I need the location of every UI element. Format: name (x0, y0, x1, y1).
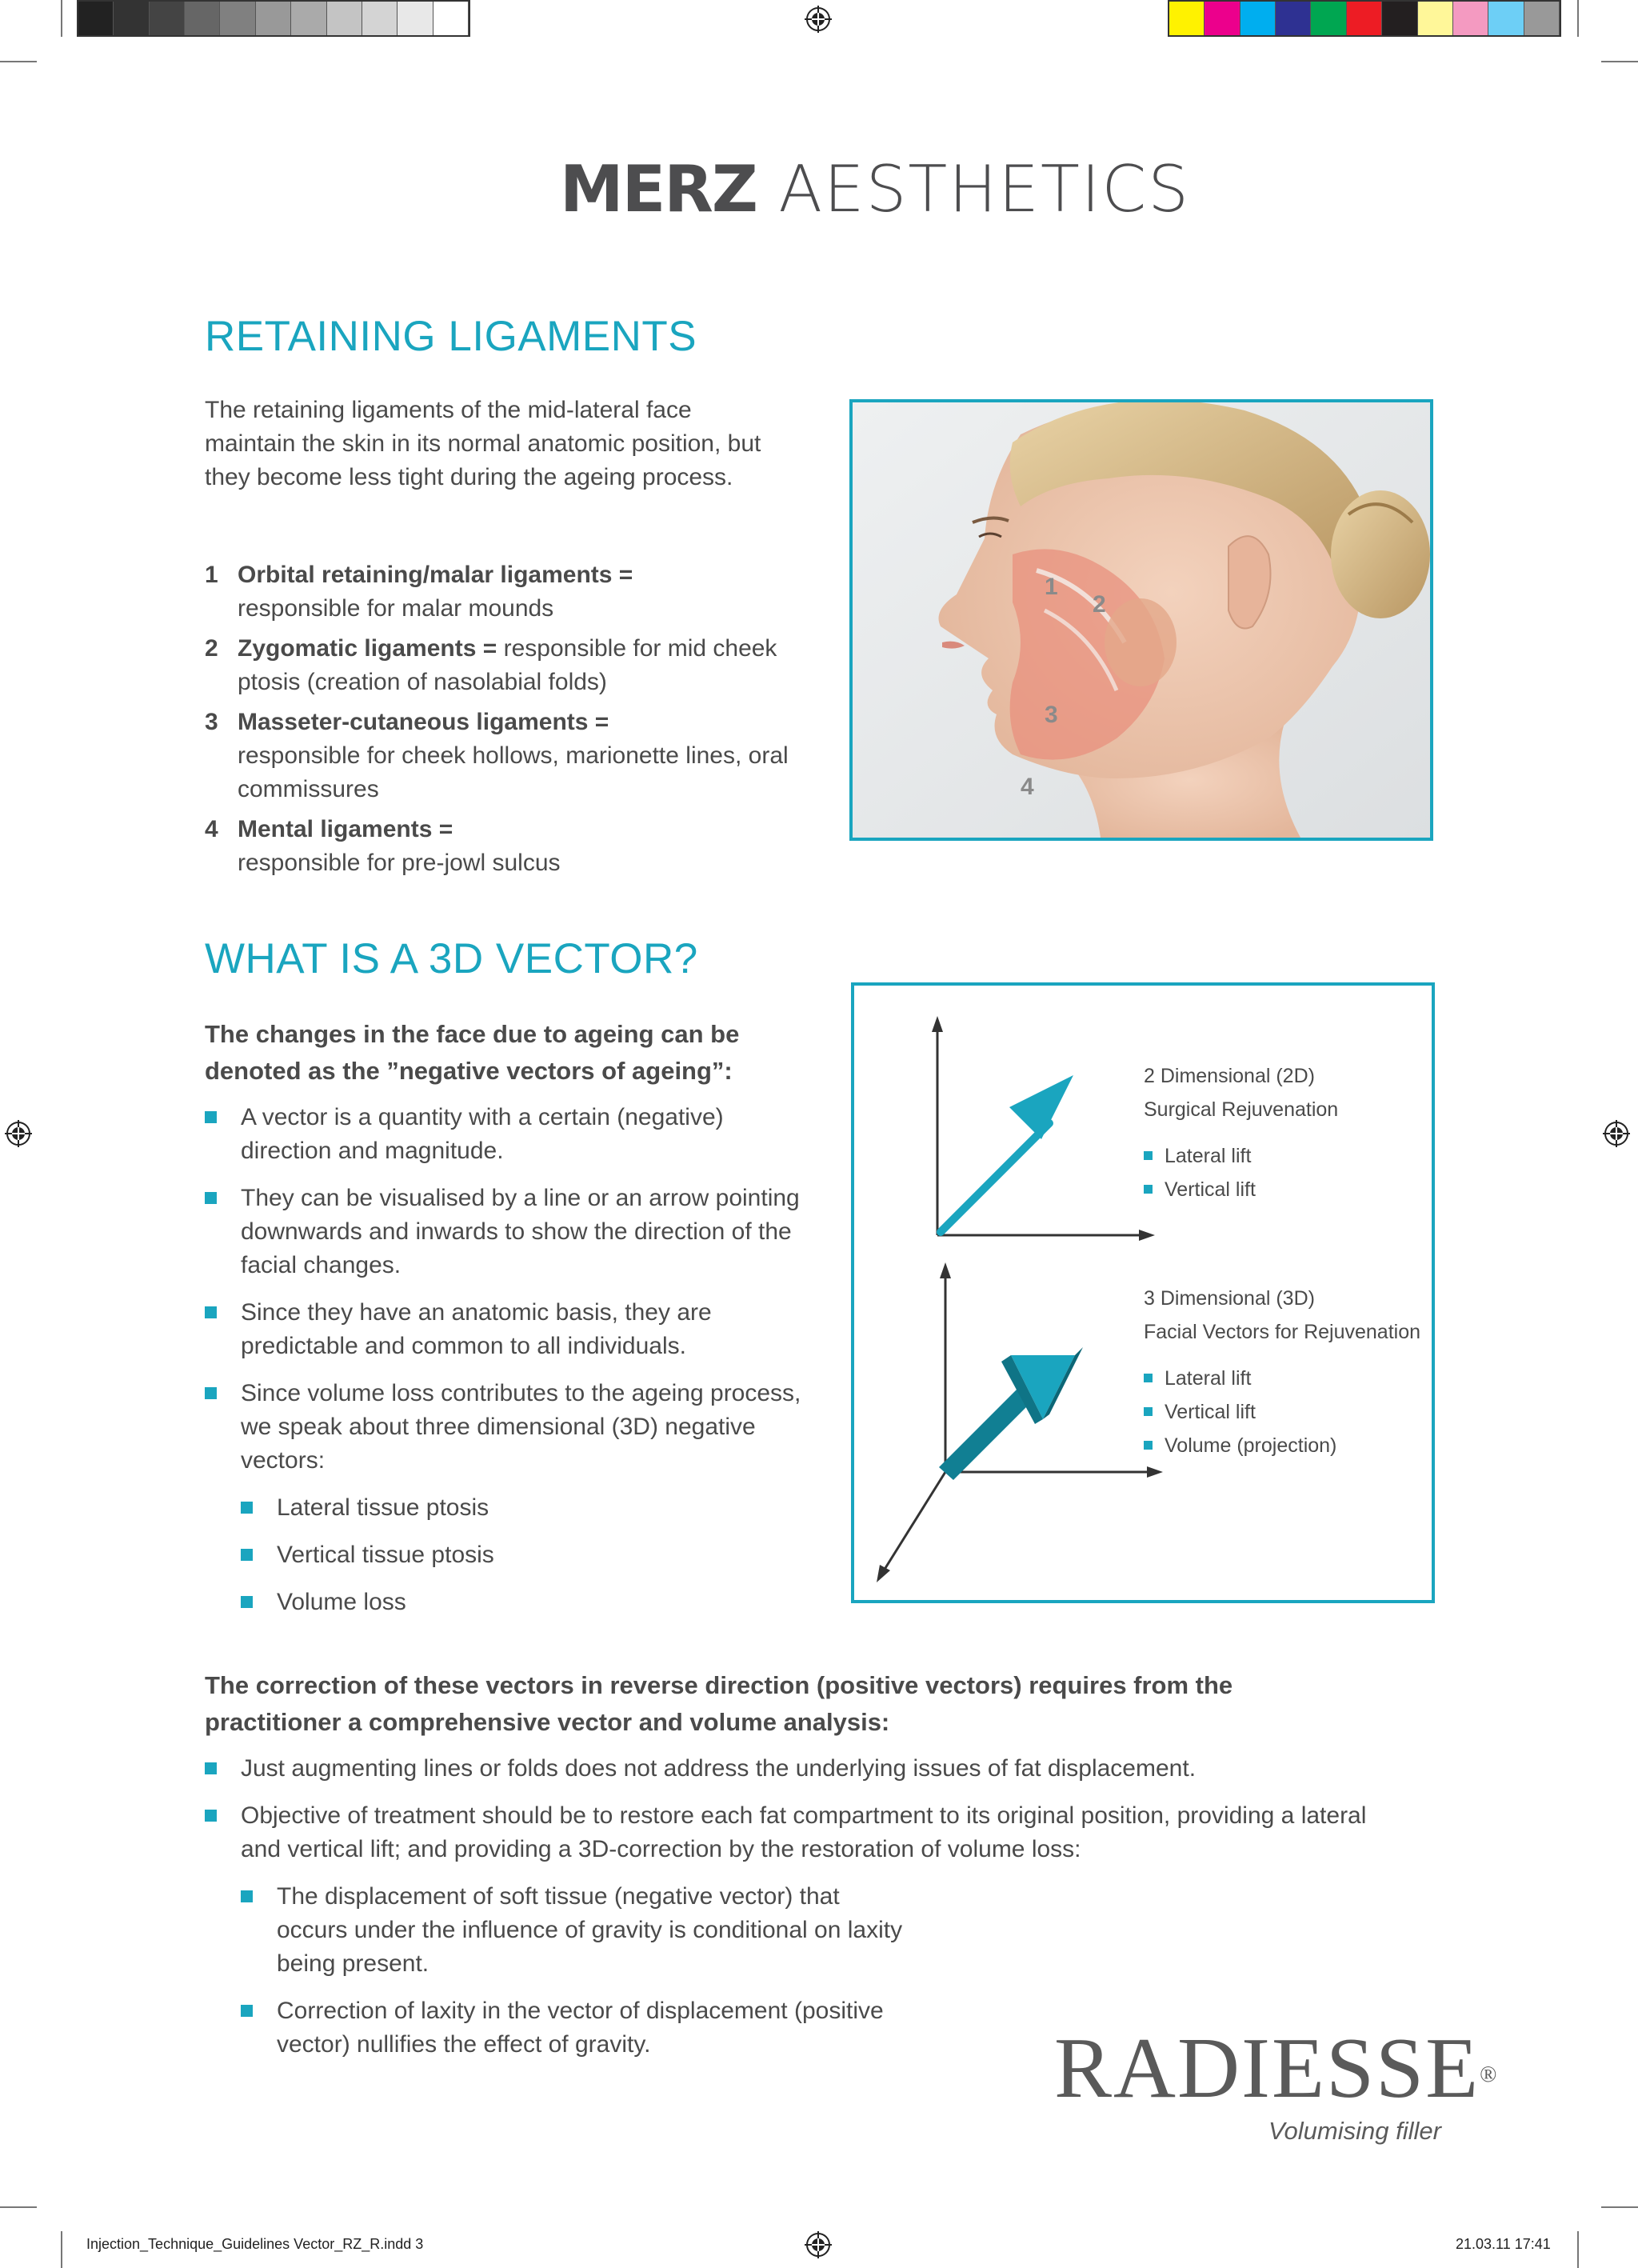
list-item: Since they have an anatomic basis, they are predictable and common to all individuals. (205, 1296, 813, 1363)
bullet-square-icon (241, 2005, 253, 2017)
crop-mark (0, 2206, 37, 2208)
color-swatch (220, 2, 255, 35)
list-item: Vertical lift (1144, 1395, 1420, 1429)
crop-mark (61, 2231, 62, 2268)
bullet-square-icon (205, 1387, 217, 1399)
radiesse-logo (1054, 2021, 1499, 2145)
color-swatch (1240, 2, 1276, 35)
list-item: 1 Orbital retaining/malar ligaments = responsible for malar mounds (205, 562, 633, 622)
vector-diagram-frame (851, 982, 1435, 1603)
diagram-3d-text (1144, 1282, 1420, 1462)
bullet-square-icon (241, 1596, 253, 1608)
retaining-ligaments-intro: The retaining ligaments of the mid-lateral face maintain the skin in its normal anatomic position, but they become less tight during the ageing process. (205, 397, 761, 490)
diagram-2d-title: 2 Dimensional (2D) (1144, 1065, 1315, 1087)
list-item: Lateral lift (1144, 1362, 1420, 1395)
list-item: Correction of laxity in the vector of displacement (positive vector) nullifies the effect of gravity. (241, 1994, 905, 2062)
bullet-square-icon (1144, 1151, 1153, 1160)
crop-mark (1601, 2206, 1638, 2208)
color-swatch (1276, 2, 1311, 35)
list-item: 2 Zygomatic ligaments = responsible for mid cheek ptosis (creation of nasolabial folds) (205, 635, 777, 695)
ligament-list (205, 558, 805, 886)
color-swatch (327, 2, 362, 35)
color-swatch (1488, 2, 1524, 35)
crop-mark (61, 0, 62, 37)
bullet-square-icon (241, 1502, 253, 1514)
color-swatch (1311, 2, 1346, 35)
diagram-3d-subtitle: Facial Vectors for Rejuvenation (1144, 1321, 1421, 1343)
face-anatomy-image-frame (849, 399, 1433, 841)
color-swatch (185, 2, 220, 35)
merz-aesthetics-logo (560, 152, 1190, 226)
diagram-3d-title: 3 Dimensional (3D) (1144, 1287, 1315, 1310)
image-label-2: 2 (1093, 591, 1106, 618)
slug-date: 21.03.11 17:41 (1456, 2236, 1551, 2252)
list-item: Vertical tissue ptosis (241, 1538, 813, 1572)
radiesse-wordmark: RADIESSE (1054, 2021, 1480, 2116)
bullet-square-icon (205, 1306, 217, 1318)
diagram-2d-text (1144, 1059, 1338, 1206)
list-item: Volume (projection) (1144, 1429, 1420, 1462)
bullet-square-icon (205, 1192, 217, 1204)
color-swatch (1382, 2, 1417, 35)
color-swatch (1347, 2, 1382, 35)
registration-mark-icon (1603, 1120, 1630, 1147)
section-title-3d-vector: WHAT IS A 3D VECTOR? (205, 935, 698, 982)
ligament-term: Mental ligaments = (238, 816, 453, 842)
color-swatch (398, 2, 433, 35)
diagram-2d-subtitle: Surgical Rejuvenation (1144, 1098, 1339, 1121)
gray-color-bar (77, 0, 470, 37)
list-item: The displacement of soft tissue (negative vector) that occurs under the influence of gravity is conditional on laxity being present. (241, 1880, 905, 1981)
bullet-square-icon (1144, 1185, 1153, 1194)
crop-mark (0, 61, 37, 62)
process-color-bar (1168, 0, 1561, 37)
list-item: Lateral tissue ptosis (241, 1491, 813, 1525)
list-item: Volume loss (241, 1586, 813, 1619)
color-swatch (1169, 2, 1205, 35)
image-label-1: 1 (1045, 574, 1058, 600)
slug-file-name: Injection_Technique_Guidelines Vector_RZ_R.indd 3 (86, 2236, 424, 2252)
color-swatch (1453, 2, 1488, 35)
color-swatch (150, 2, 185, 35)
color-swatch (1205, 2, 1240, 35)
ligament-desc: responsible for cheek hollows, marionette lines, oral commissures (238, 742, 789, 802)
bullet-square-icon (1144, 1441, 1153, 1450)
radiesse-tagline: Volumising filler (1268, 2117, 1441, 2145)
registration-mark-icon (5, 1120, 32, 1147)
list-item: 3 Masseter-cutaneous ligaments = responsible for cheek hollows, marionette lines, oral commissures (205, 709, 789, 802)
ligament-term: Masseter-cutaneous ligaments = (238, 709, 609, 735)
list-item: They can be visualised by a line or an arrow pointing downwards and inwards to show the direction of the facial changes. (205, 1182, 813, 1282)
list-item: Objective of treatment should be to restore each fat compartment to its original position, providing a lateral and vertical lift; and providing a 3D-correction by the restoration of volume loss: (205, 1799, 1452, 1866)
image-label-3: 3 (1045, 702, 1058, 728)
negative-vectors-lead: The changes in the face due to ageing can be denoted as the ”negative vectors of ageing”: (205, 1020, 740, 1085)
color-swatch (433, 2, 469, 35)
color-swatch (291, 2, 326, 35)
list-item: A vector is a quantity with a certain (negative) direction and magnitude. (205, 1101, 813, 1168)
list-item: Lateral lift (1144, 1139, 1338, 1173)
list-item: 4 Mental ligaments = responsible for pre-jowl sulcus (205, 816, 561, 876)
color-swatch (114, 2, 149, 35)
color-swatch (1418, 2, 1453, 35)
ligament-term: Orbital retaining/malar ligaments = (238, 562, 633, 588)
bullet-square-icon (205, 1111, 217, 1123)
crop-mark (1601, 61, 1638, 62)
ligament-desc: responsible for malar mounds (238, 595, 554, 622)
crop-mark (1577, 2231, 1579, 2268)
logo-aesthetics-word: AESTHETICS (778, 152, 1191, 226)
color-swatch (78, 2, 114, 35)
registered-mark: ® (1480, 2062, 1499, 2087)
list-item: Vertical lift (1144, 1173, 1338, 1206)
bullet-square-icon (241, 1890, 253, 1902)
ligament-term: Zygomatic ligaments = (238, 635, 497, 662)
list-item: Just augmenting lines or folds does not address the underlying issues of fat displacement. (205, 1752, 1452, 1786)
bullet-square-icon (241, 1549, 253, 1561)
registration-mark-icon (805, 6, 832, 33)
bullet-square-icon (205, 1762, 217, 1774)
list-item: Since volume loss contributes to the ageing process, we speak about three dimensional (3D) negative vectors: (205, 1377, 813, 1478)
crop-mark (1577, 0, 1579, 37)
color-swatch (256, 2, 291, 35)
section-title-retaining-ligaments: RETAINING LIGAMENTS (205, 313, 697, 360)
ligament-desc: responsible for pre-jowl sulcus (238, 850, 561, 876)
bullet-square-icon (205, 1810, 217, 1822)
color-swatch (1524, 2, 1560, 35)
registration-mark-icon (805, 2231, 832, 2258)
correction-lead: The correction of these vectors in reverse direction (positive vectors) requires from the practitioner a comprehensive vector and volume analysis: (205, 1671, 1233, 1736)
logo-merz-word: MERZ (560, 152, 757, 226)
color-swatch (362, 2, 398, 35)
bullet-square-icon (1144, 1407, 1153, 1416)
image-label-4: 4 (1021, 774, 1034, 800)
face-anatomy-image (853, 402, 1430, 838)
vector-bullets (205, 1101, 813, 1633)
ligament-desc: responsible for mid cheek ptosis (creation of nasolabial folds) (238, 635, 777, 695)
bullet-square-icon (1144, 1374, 1153, 1382)
